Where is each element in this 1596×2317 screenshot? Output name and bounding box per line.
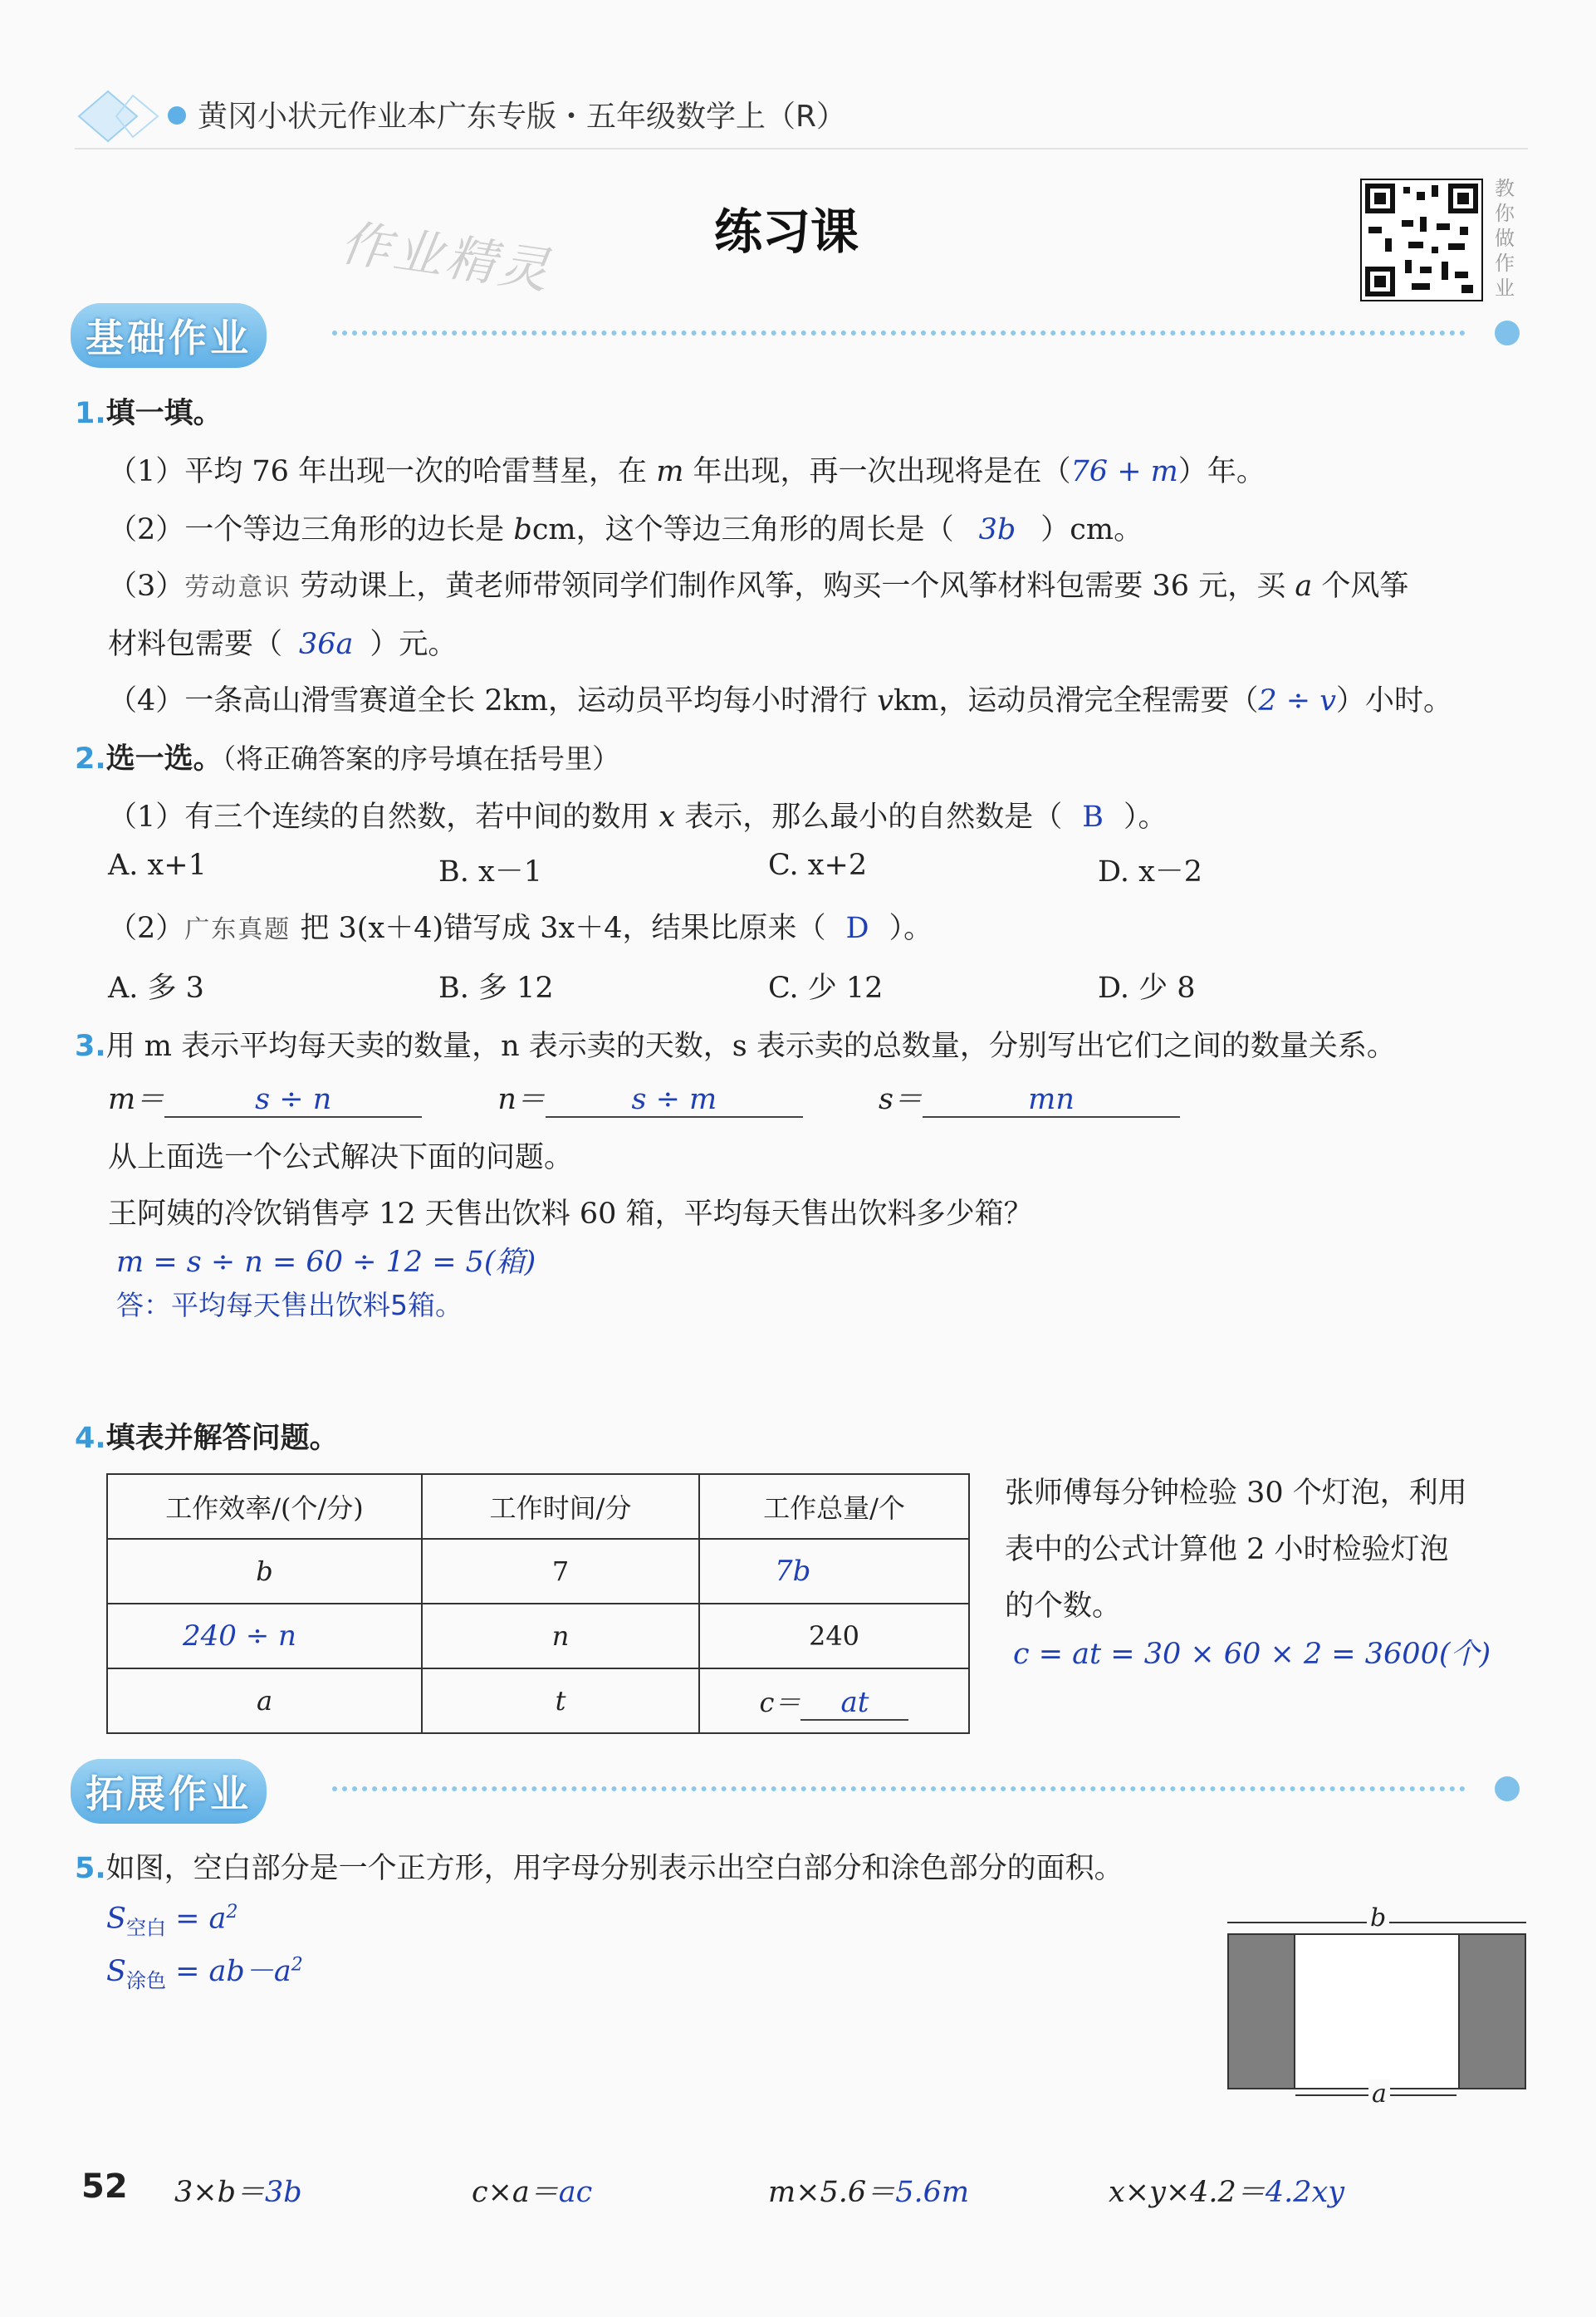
page-number: 52 bbox=[81, 2168, 128, 2206]
answer: 76 + m bbox=[1070, 455, 1178, 488]
q4-side-1: 张师傅每分钟检验 30 个灯泡，利用 bbox=[1005, 1477, 1467, 1510]
section-extended-dots bbox=[332, 1786, 1466, 1791]
label-b: b bbox=[1367, 1903, 1389, 1932]
section-extended-dot-end bbox=[1495, 1776, 1520, 1801]
section-basic bbox=[71, 303, 267, 368]
table-row bbox=[107, 1539, 969, 1604]
answer-blank[interactable]: s ÷ n bbox=[164, 1083, 422, 1118]
table-cell: b bbox=[107, 1539, 422, 1604]
answer-blank[interactable]: mn bbox=[923, 1083, 1180, 1118]
table-header: 工作效率/(个/分) bbox=[107, 1474, 422, 1539]
table-answer-cell[interactable]: 7b bbox=[699, 1539, 969, 1604]
footer-exercise-3: m×5.6＝5.6m bbox=[768, 2176, 970, 2209]
q3-formulas: m＝ s ÷ n n＝ s ÷ m s＝ mn bbox=[108, 1076, 1180, 1118]
answer: B bbox=[1082, 801, 1104, 834]
q4-side-2: 表中的公式计算他 2 小时检验灯泡 bbox=[1005, 1533, 1449, 1566]
tag-label: 广东真题 bbox=[184, 915, 291, 944]
header-dot bbox=[168, 106, 186, 125]
q2-p2-option-c[interactable]: C. 少 12 bbox=[768, 972, 884, 1005]
answer: 3b bbox=[978, 513, 1016, 546]
footer-exercise-2: c×a＝ac bbox=[472, 2176, 593, 2209]
footer-exercise-1: 3×b＝3b bbox=[174, 2176, 302, 2209]
table-header-row bbox=[107, 1474, 969, 1539]
qr-code[interactable] bbox=[1360, 179, 1483, 301]
q5-answer-shaded-area: $S_{涂色} = ab-a^2$ bbox=[106, 1954, 303, 1992]
q2-title: 2.选一选。（将正确答案的序号填在括号里） bbox=[75, 742, 620, 776]
q2-p1-option-b[interactable]: B. x－1 bbox=[438, 855, 542, 889]
q1-part2: （2）一个等边三角形的边长是 bcm，这个等边三角形的周长是（ 3b ）cm。 bbox=[108, 513, 1143, 546]
table-cell: a bbox=[107, 1668, 422, 1733]
table-cell: 7 bbox=[422, 1539, 699, 1604]
q4-side-answer: c = at = 30 × 60 × 2 = 3600(个) bbox=[1013, 1638, 1491, 1671]
q4-side-3: 的个数。 bbox=[1005, 1590, 1122, 1623]
diamond-icon bbox=[75, 87, 166, 145]
q3-answer-text: 答：平均每天售出饮料5箱。 bbox=[116, 1289, 463, 1321]
tag-label: 劳动意识 bbox=[184, 573, 291, 602]
q5-answer-blank-area: $S_{空白} = a^2$ bbox=[106, 1902, 238, 1940]
q2-p2-option-b[interactable]: B. 多 12 bbox=[438, 972, 554, 1005]
page-title: 练习课 bbox=[714, 203, 859, 260]
table-cell: n bbox=[422, 1604, 699, 1668]
section-extended-label: 拓展作业 bbox=[71, 1759, 267, 1824]
header-rule bbox=[75, 148, 1528, 149]
q3-answer-calc: m = s ÷ n = 60 ÷ 12 = 5(箱) bbox=[116, 1246, 536, 1279]
answer: D bbox=[845, 912, 869, 945]
shaded-right bbox=[1458, 1933, 1526, 2089]
table-row bbox=[107, 1668, 969, 1733]
q1-part4: （4）一条高山滑雪赛道全长 2km，运动员平均每小时滑行 vkm，运动员滑完全程需要（2 ÷ v）小时。 bbox=[108, 684, 1453, 718]
answer-blank[interactable]: at bbox=[800, 1686, 908, 1721]
q1-title: 1.填一填。 bbox=[75, 397, 223, 430]
section-basic-dot-end bbox=[1495, 321, 1520, 345]
header-ornament bbox=[75, 87, 166, 145]
work-table bbox=[106, 1473, 970, 1734]
table-cell: t bbox=[422, 1668, 699, 1733]
table-header: 工作总量/个 bbox=[699, 1474, 969, 1539]
watermark: 作业精灵 bbox=[336, 213, 556, 301]
q2-part2: （2）广东真题 把 3(x＋4)错写成 3x＋4，结果比原来（ D ）。 bbox=[108, 912, 933, 945]
q4-title: 4.填表并解答问题。 bbox=[75, 1422, 339, 1455]
q2-p2-option-d[interactable]: D. 少 8 bbox=[1098, 972, 1196, 1005]
shaded-left bbox=[1227, 1933, 1295, 2089]
section-basic-label: 基础作业 bbox=[71, 303, 267, 368]
q3-sub2: 王阿姨的冷饮销售亭 12 天售出饮料 60 箱，平均每天售出饮料多少箱？ bbox=[108, 1198, 1033, 1231]
table-cell: 240 bbox=[699, 1604, 969, 1668]
q3-text: 3.用 m 表示平均每天卖的数量，n 表示卖的天数，s 表示卖的总数量，分别写出它们之间的数量关系。 bbox=[75, 1030, 1396, 1063]
q5-text: 5.如图，空白部分是一个正方形，用字母分别表示出空白部分和涂色部分的面积。 bbox=[75, 1852, 1124, 1885]
table-answer-cell[interactable]: 240 ÷ n bbox=[107, 1604, 422, 1668]
table-header: 工作时间/分 bbox=[422, 1474, 699, 1539]
table-row bbox=[107, 1604, 969, 1668]
q2-p2-option-a[interactable]: A. 多 3 bbox=[108, 972, 204, 1005]
section-extended bbox=[71, 1759, 267, 1824]
table-cell: c＝ at bbox=[699, 1668, 969, 1733]
q2-p1-option-d[interactable]: D. x－2 bbox=[1098, 855, 1203, 889]
q2-part1: （1）有三个连续的自然数，若中间的数用 x 表示，那么最小的自然数是（ B ）。 bbox=[108, 801, 1168, 834]
footer-exercise-4: x×y×4.2＝4.2xy bbox=[1109, 2176, 1345, 2209]
q2-p1-option-c[interactable]: C. x+2 bbox=[768, 849, 868, 882]
q2-p1-option-a[interactable]: A. x+1 bbox=[108, 849, 207, 882]
q1-part3: （3）劳动意识 劳动课上，黄老师带领同学们制作风筝，购买一个风筝材料包需要 36 元，买 a 个风筝 bbox=[108, 570, 1409, 603]
header-series: 黄冈小状元作业本广东专版・五年级数学上（R） bbox=[198, 100, 847, 134]
side-text: 教你做作业 bbox=[1495, 177, 1515, 300]
q5-figure bbox=[1227, 1903, 1526, 2109]
q3-sub1: 从上面选一个公式解决下面的问题。 bbox=[108, 1141, 574, 1174]
answer: 36a bbox=[299, 628, 354, 661]
q1-part3-cont: 材料包需要（ 36a ）元。 bbox=[108, 628, 458, 661]
section-basic-dots bbox=[332, 331, 1466, 336]
answer-blank[interactable]: s ÷ m bbox=[546, 1083, 803, 1118]
label-a: a bbox=[1368, 2079, 1390, 2109]
answer: 2 ÷ v bbox=[1258, 684, 1336, 718]
q1-part1: （1）平均 76 年出现一次的哈雷彗星，在 m 年出现，再一次出现将是在（76 + m）年。 bbox=[108, 455, 1266, 488]
